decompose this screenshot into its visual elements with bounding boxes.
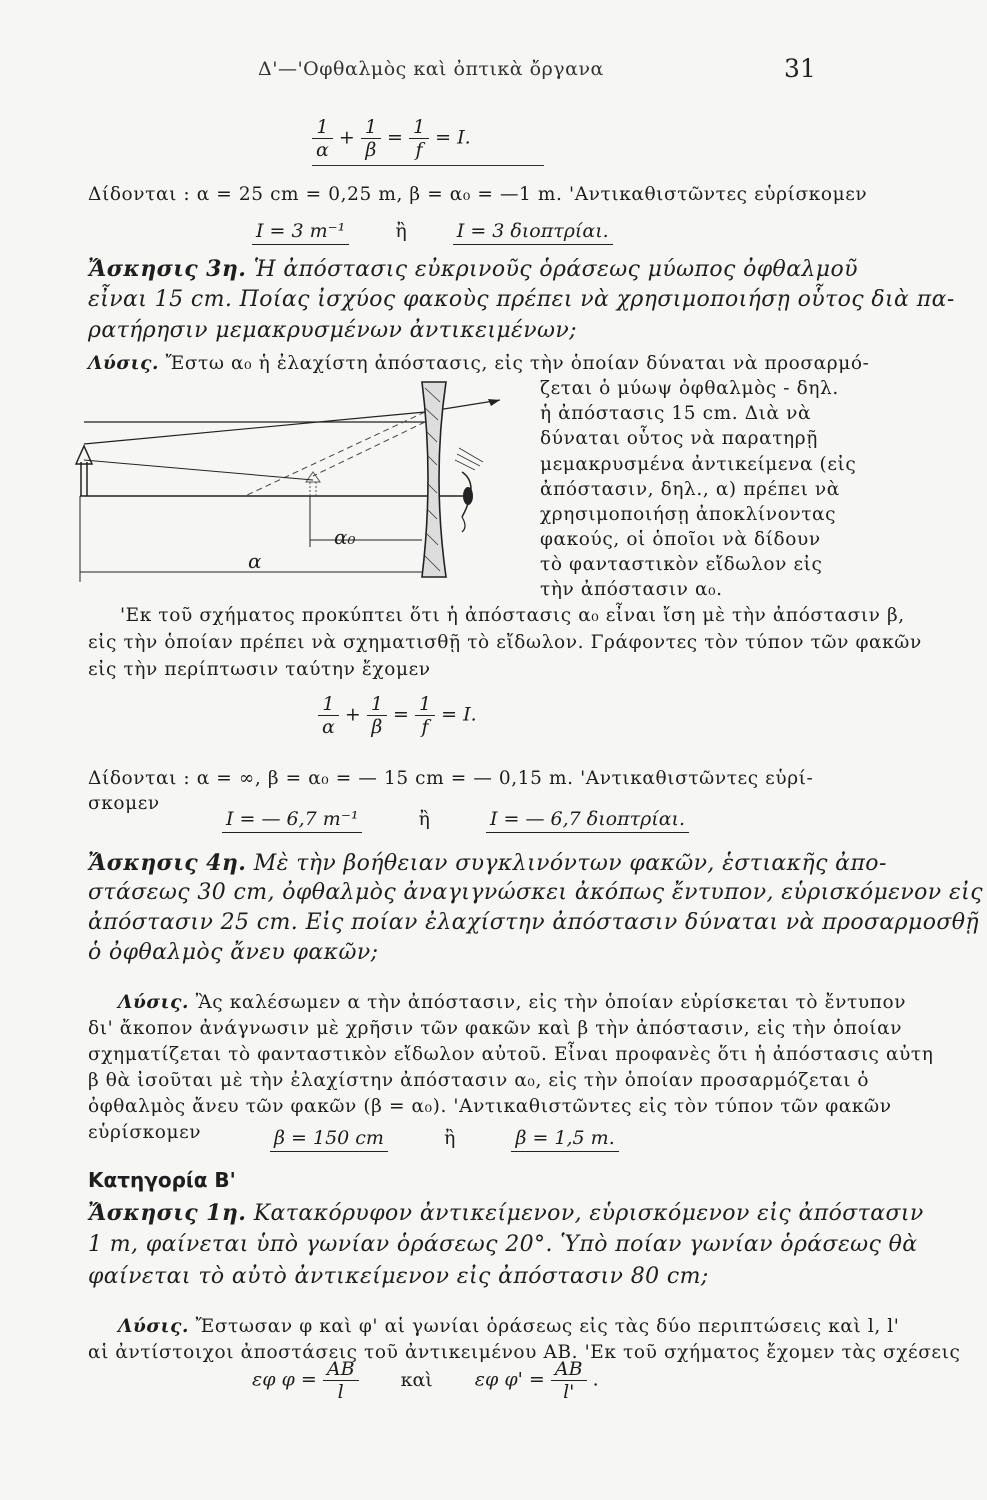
solution-3-line5: μεμακρυσμένα ἀντικείμενα (εἰς bbox=[540, 454, 857, 475]
solution-4-line5: ὀφθαλμὸς ἄνευ τῶν φακῶν (β = α₀). 'Αντικαθιστῶντες εἰς τὸν τύπον τῶν φακῶν bbox=[88, 1096, 892, 1117]
lens-diagram bbox=[70, 372, 530, 602]
solution-4-line3: σχηματίζεται τὸ φανταστικὸν εἴδωλον αὐτοῦ. Εἶναι προφανὲς ὅτι ἡ ἀπόστασις αὐτη bbox=[88, 1044, 934, 1065]
tangent-formulas: εφ φ = $\frac{AB}{l}$ καὶ εφ φ' = $\frac{AB}{l'}$ . bbox=[252, 1358, 599, 1403]
running-title: Δ'—'Οφθαλμὸς καὶ ὀπτικὰ ὄργανα bbox=[258, 58, 604, 80]
solution-1-line1: Λύσις. Ἔστωσαν φ καὶ φ' αἱ γωνίαι ὁράσεως εἰς τὰς δύο περιπτώσεις καὶ l, l' bbox=[118, 1316, 900, 1337]
page-number: 31 bbox=[784, 54, 816, 83]
given-2-line1: Δίδονται : α = ∞, β = α₀ = — 15 cm = — 0,15 m. 'Αντικαθιστῶντες εὑρί- bbox=[88, 768, 814, 789]
solution-3-after-3: εἰς τὴν περίπτωσιν ταύτην ἔχομεν bbox=[88, 659, 431, 680]
exercise-1-line3: φαίνεται τὸ αὐτὸ ἀντικείμενον εἰς ἀπόστασιν 80 cm; bbox=[88, 1264, 709, 1289]
solution-3-line9: τὸ φανταστικὸν εἴδωλον εἰς bbox=[540, 554, 823, 575]
exercise-3-line2: εἶναι 15 cm. Ποίας ἰσχύος φακοὺς πρέπει νὰ χρησιμοποιήσῃ οὗτος διὰ πα- bbox=[88, 287, 955, 312]
given-1: Δίδονται : α = 25 cm = 0,25 m, β = α₀ = —1 m. 'Αντικαθιστῶντες εὑρίσκομεν bbox=[88, 184, 868, 205]
solution-3-line7: χρησιμοποιήσῃ ἀποκλίνοντας bbox=[540, 504, 837, 525]
result-3: β = 150 cm ἢ β = 1,5 m. bbox=[270, 1127, 619, 1149]
given-2-line2: σκομεν bbox=[88, 793, 160, 814]
solution-1-line2: αἱ ἀντίστοιχοι ἀποστάσεις τοῦ ἀντικειμένου AB. 'Εκ τοῦ σχήματος ἔχομεν τὰς σχέσεις bbox=[88, 1342, 961, 1363]
exercise-1-line2: 1 m, φαίνεται ὑπὸ γωνίαν ὁράσεως 20°. Ὑπὸ ποίαν γωνίαν ὁράσεως θὰ bbox=[88, 1232, 918, 1257]
ray-central bbox=[84, 460, 313, 480]
solution-4-line2: δι' ἄκοπον ἀνάγνωσιν μὲ χρῆσιν τῶν φακῶν καὶ β τὴν ἀπόστασιν, εἰς τὴν ὁποίαν bbox=[88, 1018, 903, 1039]
solution-3-line10: τὴν ἀπόστασιν α₀. bbox=[540, 579, 723, 600]
page-header bbox=[0, 54, 987, 88]
solution-3-after-1: 'Εκ τοῦ σχήματος προκύπτει ὅτι ἡ ἀπόστασις α₀ εἶναι ἴση μὲ τὴν ἀπόστασιν β, bbox=[120, 605, 905, 626]
category-heading: Κατηγορία Β' bbox=[88, 1168, 236, 1192]
lens-formula-2: $\frac{1}{\alpha}$ + $\frac{1}{\beta}$ = $\frac{1}{f}$ = I. bbox=[318, 693, 477, 738]
solution-3-line1: Λύσις. Ἔστω α₀ ἡ ἐλαχίστη ἀπόστασις, εἰς τὴν ὁποίαν δύναται νὰ προσαρμό- bbox=[88, 353, 870, 374]
diverging-lens bbox=[422, 382, 446, 577]
solution-3-after-2: εἰς τὴν ὁποίαν πρέπει νὰ σχηματισθῇ τὸ εἴδωλον. Γράφοντες τὸν τύπον τῶν φακῶν bbox=[88, 632, 922, 653]
ray-arrowhead bbox=[488, 399, 500, 406]
exercise-1-statement: Ἄσκησις 1η. Κατακόρυφον ἀντικείμενον, εὑρισκόμενον εἰς ἀπόστασιν bbox=[88, 1200, 924, 1226]
ray-extension-2 bbox=[245, 412, 425, 496]
exercise-3-statement: Ἄσκησις 3η. Ἡ ἀπόστασις εὐκρινοῦς ὁράσεως μύωπος ὀφθαλμοῦ bbox=[88, 256, 858, 282]
solution-4-line6: εὑρίσκομεν bbox=[88, 1122, 202, 1143]
exercise-4-statement: Ἄσκησις 4η. Μὲ τὴν βοήθειαν συγκλινόντων φακῶν, ἑστιακῆς ἀπο- bbox=[88, 850, 887, 876]
solution-4-line1: Λύσις. Ἂς καλέσωμεν α τὴν ἀπόστασιν, εἰς τὴν ὁποίαν εὑρίσκεται τὸ ἔντυπον bbox=[118, 992, 907, 1013]
label-a0: α₀ bbox=[334, 525, 356, 549]
exercise-4-line4: ὁ ὀφθαλμὸς ἄνευ φακῶν; bbox=[88, 940, 379, 965]
solution-3-line2: ζεται ὁ μύωψ ὀφθαλμὸς - δηλ. bbox=[540, 378, 839, 399]
result-2: I = — 6,7 m⁻¹ ἢ I = — 6,7 διοπτρίαι. bbox=[222, 808, 689, 830]
solution-3-line3: ἡ ἀπόστασις 15 cm. Διὰ νὰ bbox=[540, 403, 812, 424]
object-arrow bbox=[76, 446, 92, 496]
ray-incoming bbox=[84, 412, 425, 444]
exercise-4-line3: ἀπόστασιν 25 cm. Εἰς ποίαν ἐλαχίστην ἀπόστασιν δύναται νὰ προσαρμοσθῇ bbox=[88, 910, 979, 935]
result-1: I = 3 m⁻¹ ἢ I = 3 διοπτρίαι. bbox=[252, 220, 613, 242]
ray-extension-1 bbox=[313, 422, 425, 476]
solution-4-line4: β θὰ ἰσοῦται μὲ τὴν ἐλαχίστην ἀπόστασιν α₀, εἰς τὴν ὁποίαν προσαρμόζεται ὁ bbox=[88, 1070, 870, 1091]
solution-3-line8: φακούς, οἱ ὁποῖοι νὰ δίδουν bbox=[540, 529, 821, 550]
exercise-3-line3: ρατήρησιν μεμακρυσμένων ἀντικειμένων; bbox=[88, 318, 577, 343]
solution-3-line4: δύναται οὗτος νὰ παρατηρῇ bbox=[540, 428, 818, 449]
exercise-4-line2: στάσεως 30 cm, ὀφθαλμὸς ἀναγιγνώσκει ἀκόπως ἔντυπον, εὑρισκόμενον εἰς bbox=[88, 880, 983, 905]
lens-formula-1: $\frac{1}{\alpha}$ + $\frac{1}{\beta}$ = $\frac{1}{f}$ = I. bbox=[312, 116, 544, 166]
eye-icon bbox=[455, 448, 483, 532]
solution-3-line6: ἀπόστασιν, δηλ., α) πρέπει νὰ bbox=[540, 479, 840, 500]
label-a: α bbox=[248, 549, 262, 573]
